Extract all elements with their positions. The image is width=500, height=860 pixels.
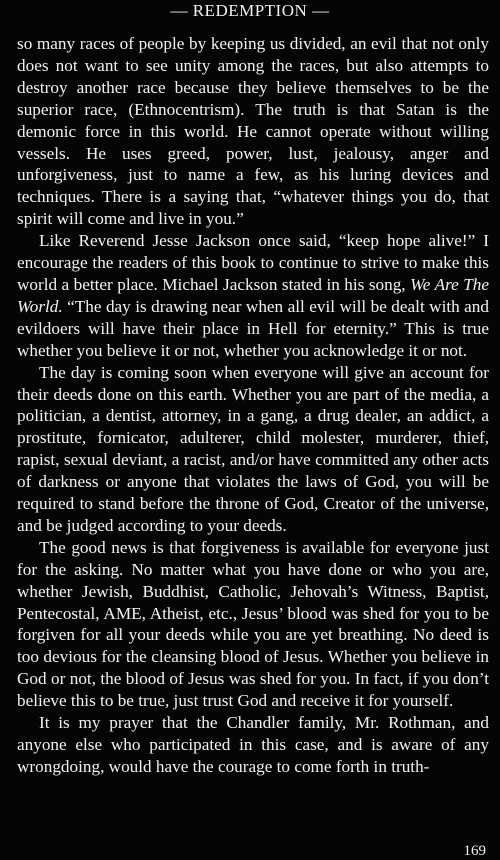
paragraph-1: so many races of people by keeping us divided, an evil that not only does not want to see unity among the races, but also attempts to destroy another race because they believe themselves to be the superior race, (Ethnocentrism). The truth is that Satan is the demonic force in this world. He cannot operate without willing vessels. He uses greed, power, lust, jealousy, anger and unforgiveness, just to name a few, as his luring devices and techniques. There is a saying that, “whatever things you do, that spirit will come and live in you.” <box>17 34 489 229</box>
paragraph-2 <box>17 230 489 361</box>
paragraph-4: The good news is that forgiveness is available for everyone just for the asking. No matter what you have done or who you are, whether Jewish, Buddhist, Catholic, Jehovah’s Witness, Baptist, Pentecostal, AME, Atheist, etc., Jesus’ blood was shed for you to be forgiven for all your deeds while you are yet breathing. No deed is too devious for the cleansing blood of Jesus. Whether you believe in God or not, the blood of Jesus was shed for you. In fact, if you don’t believe this to be true, just trust God and receive it for yourself. <box>17 537 489 711</box>
paragraph-2-before: Like Reverend Jesse Jackson once said, “keep hope alive!” I encourage the readers of this book to continue to strive to make this world a better place. Michael Jackson stated in his song, <box>17 231 489 294</box>
paragraph-3: The day is coming soon when everyone will give an account for their deeds done on this earth. Whether you are part of the media, a politician, a dentist, attorney, in a gang, a drug dealer, an addict, a prostitute, fornicator, adulterer, child molester, murderer, thief, rapist, sexual deviant, a racist, and/or have committed any other acts of darkness or anyone that violates the laws of God, you will be required to stand before the throne of God, Creator of the universe, and be judged according to your deeds. <box>17 362 489 535</box>
page-number: 169 <box>463 843 486 859</box>
page-body <box>17 33 489 778</box>
paragraph-2-after: “The day is drawing near when all evil will be dealt with and evildoers will have their place in Hell for eternity.” This is true whether you believe it or not, whether you acknowledge it or not. <box>17 296 489 360</box>
running-header: — REDEMPTION — <box>170 1 330 20</box>
song-title: We Are The World. <box>17 274 490 316</box>
paragraph-5: It is my prayer that the Chandler family, Mr. Rothman, and anyone else who participated in this case, and is aware of any wrongdoing, would have the courage to come forth in truth- <box>17 713 489 776</box>
